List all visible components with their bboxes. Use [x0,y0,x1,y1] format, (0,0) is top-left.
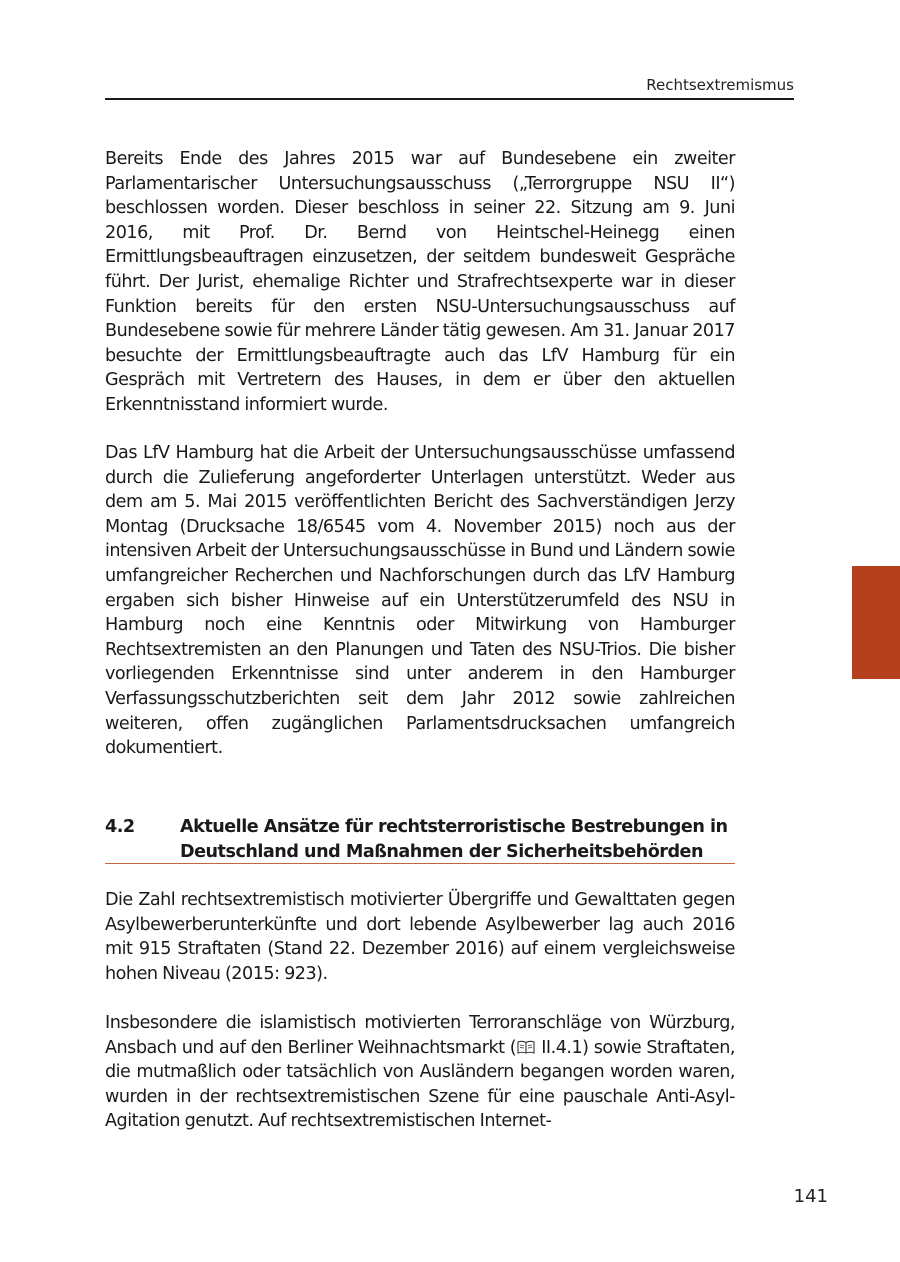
running-header-title: Rechtsextremismus [646,76,794,94]
page-number: 141 [793,1186,828,1207]
paragraph-3: Die Zahl rechtsextremistisch motivierter Übergriffe und Gewalttaten gegen Asylbewerberunterkünfte und dort lebende Asylbewerber lag auch 2016 mit 915 Straftaten (Stand 22. Dezember 2016) auf einem vergleichsweise hohen Niveau (2015: 923). [105,890,735,984]
section-title: Aktuelle Ansätze für rechtsterroristische Bestrebungen in Deutschland und Maßnahmen der Sicherheitsbehörden [180,817,728,862]
paragraph-4 [105,1011,735,1134]
chapter-thumb-tab [852,566,900,679]
cross-reference-link[interactable]: II.4.1 [541,1037,583,1058]
section-number: 4.2 [105,817,135,837]
section-heading [105,815,735,864]
running-header [105,74,794,100]
paragraph-1: Bereits Ende des Jahres 2015 war auf Bundesebene ein zweiter Parlamentarischer Untersuchungsausschuss („Terrorgruppe NSU II“) beschlossen worden. Dieser beschloss in seiner 22. Sitzung am 9. Juni 2016, mit Prof. Dr. Bernd von Heintschel-Heinegg einen Ermittlungsbeauftragen einzusetzen, der seitdem bundesweit Gespräche führt. Der Jurist, ehemalige Richter und Strafrechtsexperte war in dieser Funktion bereits für den ersten NSU-Untersuchungsausschuss auf Bundesebene sowie für mehrere Länder tätig gewesen. Am 31. Januar 2017 besuchte der Ermittlungsbeauftragte auch das LfV Hamburg für ein Gespräch mit Vertretern des Hauses, in dem er über den aktuellen Erkenntnisstand informiert wurde. [105,149,735,415]
paragraph-4-text-before: Insbesondere die islamistisch motivierten Terroranschläge von Würzburg, Ansbach und auf den Berliner Weihnachtsmarkt ( [105,1013,735,1058]
paragraph-2: Das LfV Hamburg hat die Arbeit der Untersuchungsausschüsse umfassend durch die Zulieferung angeforderter Unterlagen unterstützt. Weder aus dem am 5. Mai 2015 veröffentlichten Bericht des Sachverständigen Jerzy Montag (Drucksache 18/6545 vom 4. November 2015) noch aus der intensiven Arbeit der Untersuchungsausschüsse in Bund und Ländern sowie umfangreicher Recherchen und Nachforschungen durch das LfV Hamburg ergaben sich bisher Hinweise auf ein Unterstützerumfeld des NSU in Hamburg noch eine Kenntnis oder Mitwirkung von Hamburger Rechtsextremisten an den Planungen und Taten des NSU-Trios. Die bisher vorliegenden Erkenntnisse sind unter anderem in den Hamburger Verfassungsschutzberichten seit dem Jahr 2012 sowie zahlreichen weiteren, offen zugänglichen Parlamentsdrucksachen umfangreich dokumentiert. [105,443,735,759]
paragraph-4-text-after: ) sowie Straftaten, die mutmaßlich oder tatsächlich von Ausländern begangen worden waren, wurden in der rechtsextremistischen Szene für eine pauschale Anti-Asyl-Agitation genutzt. Auf rechtsextremistischen Internet- [105,1037,735,1132]
book-icon [517,1040,535,1054]
